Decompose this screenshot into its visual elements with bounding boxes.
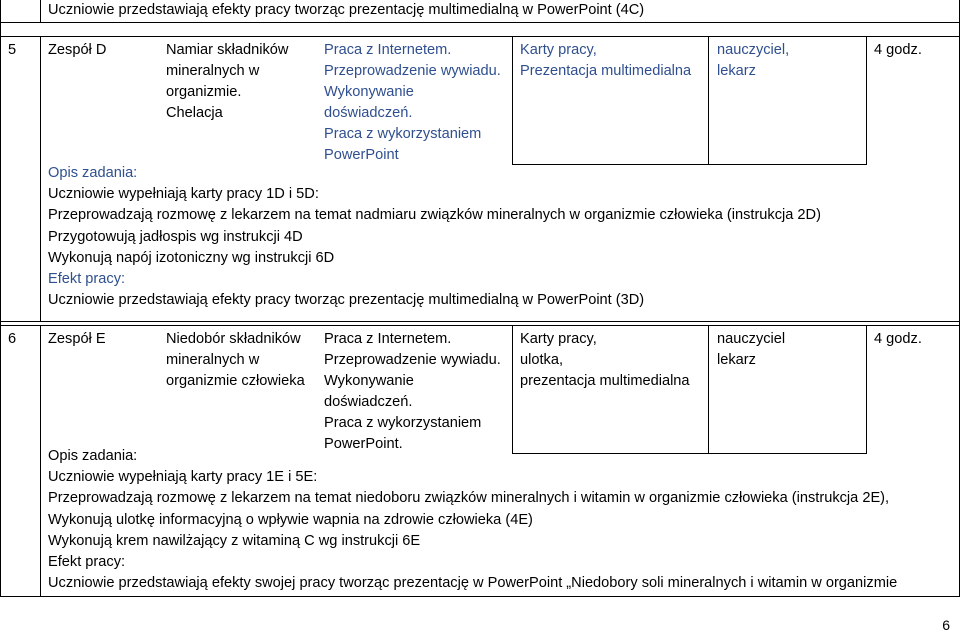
method-line: doświadczeń. [324, 105, 413, 121]
table-border [512, 36, 513, 164]
material-line: ulotka, [520, 352, 563, 368]
materials-cell [520, 40, 691, 82]
method-line: PowerPoint. [324, 436, 403, 452]
methods-cell [324, 40, 501, 166]
method-line: Praca z wykorzystaniem [324, 126, 482, 142]
material-line: prezentacja multimedialna [520, 373, 690, 389]
people-cell [717, 40, 789, 82]
material-line: Prezentacja multimedialna [520, 63, 692, 79]
material-line: Karty pracy, [520, 331, 597, 347]
method-line: Praca z wykorzystaniem [324, 415, 482, 431]
table-border [0, 36, 960, 37]
description-line: Opis zadania: [48, 448, 138, 464]
person-line: nauczyciel, [717, 42, 790, 58]
topic-line: Niedobór składników [166, 331, 301, 347]
table-border [0, 325, 960, 326]
time-cell: 4 godz. [874, 331, 922, 347]
row-number: 6 [8, 331, 17, 347]
topic-line: Chelacja [166, 105, 223, 121]
table-border [0, 22, 960, 23]
table-border [0, 321, 960, 322]
description-line: Przeprowadzają rozmowę z lekarzem na temat niedoboru związków mineralnych i witamin w organizmie człowieka (instrukcja 2E), [48, 490, 890, 507]
description-line: Uczniowie wypełniają karty pracy 1D i 5D: [48, 186, 319, 203]
team-name: Zespół D [48, 42, 107, 58]
topic-cell [166, 329, 305, 392]
materials-cell [520, 329, 690, 392]
method-line: Przeprowadzenie wywiadu. [324, 63, 501, 79]
description-line: Uczniowie przedstawiają efekty swojej pracy tworząc prezentację w PowerPoint „Niedobory soli mineralnych i witamin w organizmie [48, 575, 898, 592]
table-border [866, 36, 867, 164]
material-line: Karty pracy, [520, 42, 597, 58]
table-border [512, 325, 513, 453]
method-line: Przeprowadzenie wywiadu. [324, 352, 501, 368]
topic-line: Namiar składników [166, 42, 289, 58]
table-border [40, 36, 41, 322]
method-line: Wykonywanie [324, 84, 414, 100]
methods-cell [324, 329, 501, 455]
topic-line: mineralnych w [166, 63, 260, 79]
description-line: Opis zadania: [48, 165, 138, 181]
team-name: Zespół E [48, 331, 106, 347]
page-number: 6 [942, 617, 950, 633]
method-line: Wykonywanie [324, 373, 414, 389]
table-border [40, 325, 41, 597]
table-border [0, 596, 960, 597]
description-line: Efekt pracy: [48, 554, 126, 571]
method-line: PowerPoint [324, 147, 399, 163]
table-border [0, 0, 1, 597]
topic-line: organizmie człowieka [166, 373, 305, 389]
task-description [48, 163, 821, 311]
topic-cell [166, 40, 288, 124]
description-line: Efekt pracy: [48, 271, 126, 288]
method-line: doświadczeń. [324, 394, 413, 410]
people-cell [717, 329, 785, 371]
table-border [40, 0, 41, 23]
description-line: Wykonują ulotkę informacyjną o wpływie wapnia na zdrowie człowieka (4E) [48, 511, 533, 528]
time-cell: 4 godz. [874, 42, 922, 58]
description-line: Uczniowie przedstawiają efekty pracy tworząc prezentację multimedialną w PowerPoint (3D) [48, 292, 645, 309]
description-line: Przeprowadzają rozmowę z lekarzem na temat nadmiaru związków mineralnych w organizmie człowieka (instrukcja 2D) [48, 207, 821, 224]
person-line: nauczyciel [717, 331, 786, 347]
task-description [48, 446, 897, 594]
description-line: Uczniowie wypełniają karty pracy 1E i 5E: [48, 469, 318, 486]
person-line: lekarz [717, 352, 756, 368]
topic-line: mineralnych w [166, 352, 260, 368]
description-line: Przygotowują jadłospis wg instrukcji 4D [48, 228, 303, 245]
person-line: lekarz [717, 63, 756, 79]
description-line: Wykonują napój izotoniczny wg instrukcji 6D [48, 249, 335, 266]
top-row-text: Uczniowie przedstawiają efekty pracy tworząc prezentację multimedialną w PowerPoint (4C) [48, 2, 645, 18]
table-border [866, 325, 867, 453]
topic-line: organizmie. [166, 84, 242, 100]
method-line: Praca z Internetem. [324, 42, 452, 58]
row-number: 5 [8, 42, 17, 58]
table-border [708, 36, 709, 164]
description-line: Wykonują krem nawilżający z witaminą C wg instrukcji 6E [48, 532, 421, 549]
table-border [708, 325, 709, 453]
method-line: Praca z Internetem. [324, 331, 452, 347]
